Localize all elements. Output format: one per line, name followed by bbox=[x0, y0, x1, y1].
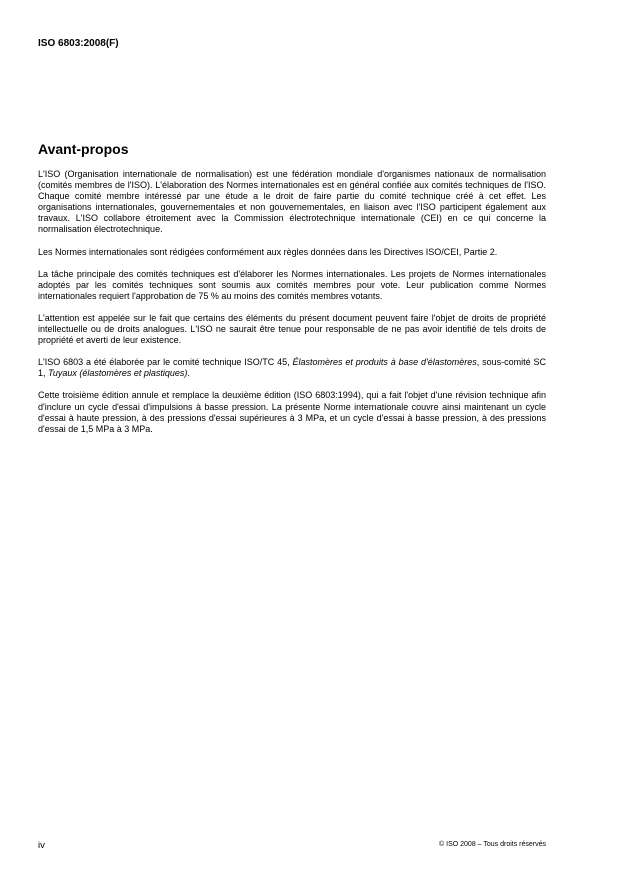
text-segment: . bbox=[187, 368, 190, 379]
paragraph-drafting-rules: Les Normes internationales sont rédigées conformément aux règles données dans les Directives ISO/CEI, Partie 2. bbox=[38, 246, 498, 257]
foreword-body bbox=[38, 169, 546, 435]
copyright-notice: © ISO 2008 – Tous droits réservés bbox=[439, 841, 546, 848]
paragraph-committee-origin bbox=[38, 357, 546, 379]
committee-title: Élastomères et produits à base d'élastomères bbox=[292, 357, 477, 368]
page-number: iv bbox=[38, 840, 45, 851]
section-title: Avant-propos bbox=[38, 141, 129, 157]
text-segment: L'ISO 6803 a été élaborée par le comité technique ISO/TC 45, bbox=[38, 357, 293, 368]
subcommittee-title: Tuyaux (élastomères et plastiques) bbox=[48, 368, 188, 379]
text-segment: , sous-comité SC 1, bbox=[38, 357, 546, 379]
paragraph-patent-notice: L'attention est appelée sur le fait que certains des éléments du présent document peuvent faire l'objet de droits de propriété intellectuelle ou de droits analogues. L'ISO ne saurait être tenue pour responsable de ne pas avoir identifié de tels droits de propriété et averti de leur existence. bbox=[38, 312, 546, 346]
document-identifier: ISO 6803:2008(F) bbox=[38, 38, 119, 49]
paragraph-edition-note: Cette troisième édition annule et remplace la deuxième édition (ISO 6803:1994), qui a fait l'objet d'une révision technique afin d'inclure un cycle d'essai d'impulsions à basse pression. La présente Norme internationale couvre ainsi maintenant un cycle d'essai à haute pression, à des pressions d'essai supérieures à 3 MPa, et un cycle d'essai à basse pression, à des pressions d'essai de 1,5 MPa à 3 MPa. bbox=[38, 390, 546, 434]
paragraph-committee-task: La tâche principale des comités techniques est d'élaborer les Normes internationales. Les projets de Normes internationales adoptés par les comités techniques sont soumis aux comités membres pour vote. Leur publication comme Normes internationales requiert l'approbation de 75 % au moins des comités membres votants. bbox=[38, 268, 546, 301]
paragraph-iso-description: L'ISO (Organisation internationale de normalisation) est une fédération mondiale d'organismes nationaux de normalisation (comités membres de l'ISO). L'élaboration des Normes internationales est en général confiée aux comités techniques de l'ISO. Chaque comité membre intéressé par une étude a le droit de faire partie du comité technique créé à cet effet. Les organisations internationales, gouvernementales et non gouvernementales, en liaison avec l'ISO participent également aux travaux. L'ISO collabore étroitement avec la Commission électrotechnique internationale (CEI) en ce qui concerne la normalisation électrotechnique. bbox=[38, 169, 546, 235]
